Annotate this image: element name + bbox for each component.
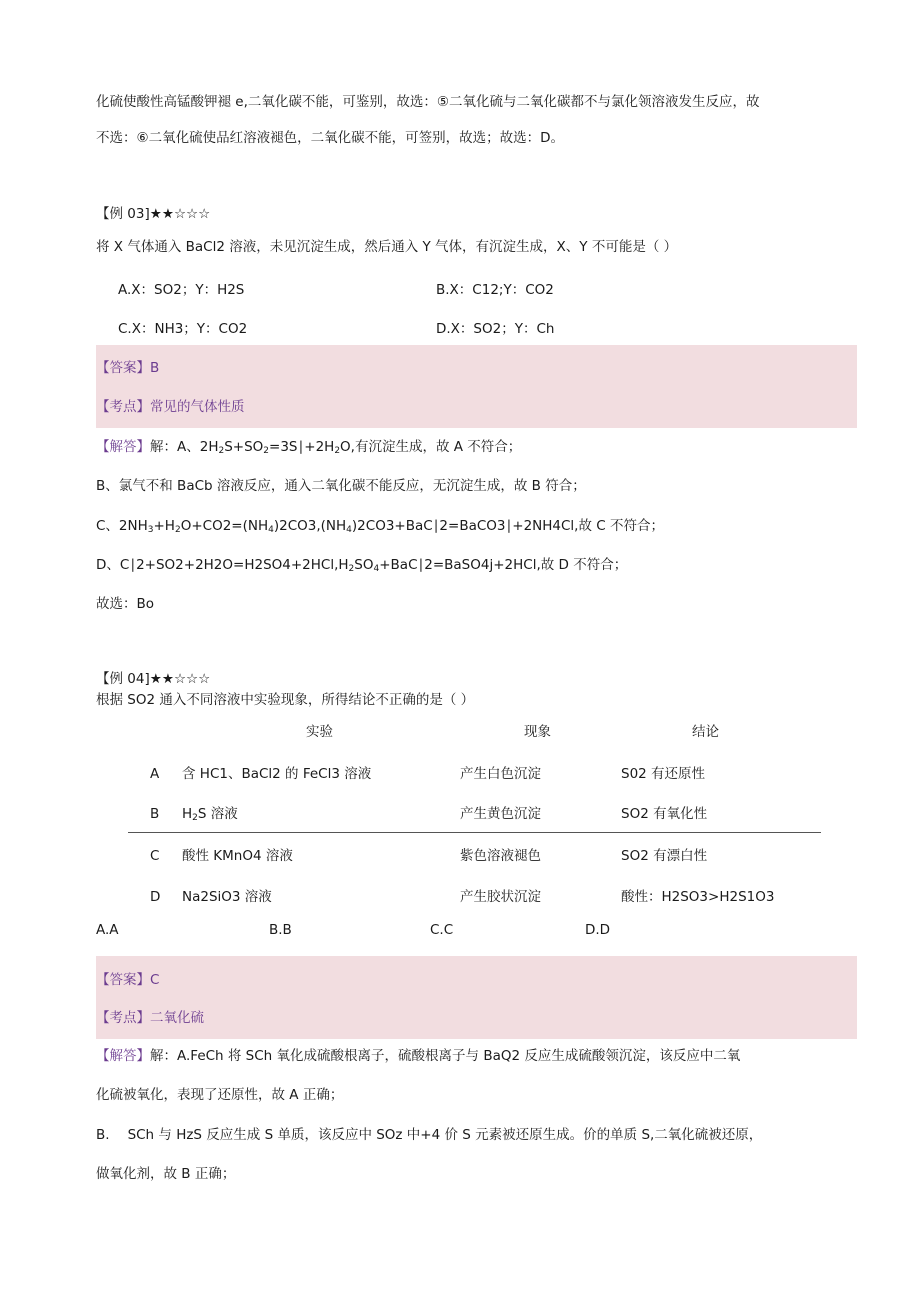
point-tag: 【考点】 bbox=[96, 1010, 150, 1026]
subscript: 4 bbox=[373, 564, 380, 574]
row-c-conclusion: SO2 有漂白性 bbox=[621, 848, 708, 864]
ex4-choice-b: B.B bbox=[269, 922, 292, 938]
row-d-conclusion: 酸性：H2SO3>H2S1O3 bbox=[621, 889, 775, 905]
subscript: 2 bbox=[348, 564, 355, 574]
row-b-label: B bbox=[150, 806, 160, 822]
sol-text: D、C∣2+SO2+2H2O=H2SO4+2HCl,H bbox=[96, 557, 349, 573]
sol-text: O+CO2=(NH bbox=[180, 518, 269, 534]
row-b-experiment bbox=[182, 804, 238, 828]
sol-text: )2CO3,(NH bbox=[273, 518, 347, 534]
table-header-phenomenon: 现象 bbox=[524, 724, 551, 740]
solution-tag: 【解答】 bbox=[96, 1048, 150, 1064]
ex4-solution-b1 bbox=[96, 1125, 762, 1145]
subscript: 2 bbox=[192, 813, 198, 823]
ex4-solution-a1 bbox=[96, 1046, 740, 1066]
table-header-experiment: 实验 bbox=[306, 724, 333, 740]
exp-text: S 溶液 bbox=[197, 806, 238, 822]
row-c-label: C bbox=[150, 848, 160, 864]
ex4-answer bbox=[96, 970, 159, 990]
table-divider bbox=[128, 832, 821, 833]
ex3-question: 将 X 气体通入 BaCl2 溶液，未见沉淀生成，然后通入 Y 气体，有沉淀生成，X、Y 不可能是（ ） bbox=[96, 239, 678, 255]
row-d-label: D bbox=[150, 889, 161, 905]
subscript: 2 bbox=[218, 446, 225, 456]
solution-tag: 【解答】 bbox=[96, 439, 150, 455]
ex3-solution-b: B、氯气不和 BaCb 溶液反应，通入二氧化碳不能反应，无沉淀生成，故 B 符合； bbox=[96, 478, 586, 494]
row-b-conclusion: SO2 有氧化性 bbox=[621, 806, 708, 822]
subscript: 2 bbox=[263, 446, 270, 456]
ex3-answer bbox=[96, 358, 159, 378]
sol-text: =3S∣+2H bbox=[269, 439, 335, 455]
ex4-choice-d: D.D bbox=[585, 922, 611, 938]
sol-text: )2CO3+BaC∣2=BaCO3∣+2NH4Cl,故 C 不符合； bbox=[351, 518, 664, 534]
point-value: 常见的气体性质 bbox=[150, 399, 245, 415]
row-d-experiment: Na2SiO3 溶液 bbox=[182, 889, 272, 905]
row-a-experiment: 含 HC1、BaCl2 的 FeCl3 溶液 bbox=[182, 766, 372, 782]
ex3-option-c: C.X：NH3；Y：CO2 bbox=[118, 321, 248, 337]
sol-text: S+SO bbox=[224, 439, 264, 455]
ex4-choice-c: C.C bbox=[430, 922, 454, 938]
sol-text: +H bbox=[153, 518, 175, 534]
answer-value: B bbox=[150, 360, 160, 376]
ex4-answer-band bbox=[96, 956, 857, 1039]
answer-value: C bbox=[150, 972, 160, 988]
ex4-solution-a2: 化硫被氧化，表现了还原性，故 A 正确； bbox=[96, 1087, 344, 1103]
row-a-phenomenon: 产生白色沉淀 bbox=[460, 766, 541, 782]
ex3-option-d: D.X：SO2；Y：Ch bbox=[436, 321, 555, 337]
subscript: 4 bbox=[346, 525, 352, 535]
row-d-phenomenon: 产生胶状沉淀 bbox=[460, 889, 541, 905]
ex4-header: 【例 04]★★☆☆☆ bbox=[96, 671, 211, 687]
answer-tag: 【答案】 bbox=[96, 360, 150, 376]
point-tag: 【考点】 bbox=[96, 399, 150, 415]
sol-text: SCh 与 HzS 反应生成 S 单质，该反应中 SOz 中+4 价 S 元素被还原生成。价的单质 S,二氧化硫被还原， bbox=[127, 1127, 763, 1143]
sol-text: 解：A.FeCh 将 SCh 氧化成硫酸根离子，硫酸根离子与 BaQ2 反应生成硫酸领沉淀，该反应中二氧 bbox=[150, 1048, 741, 1064]
ex3-conclusion: 故选：Bo bbox=[96, 596, 155, 612]
intro-line-1: 化硫使酸性高锰酸钾褪 e,二氧化碳不能，可鉴别，故选：⑤二氧化硫与二氧化碳都不与氯化领溶液发生反应，故 bbox=[96, 94, 760, 110]
row-b-phenomenon: 产生黄色沉淀 bbox=[460, 806, 541, 822]
intro-line-2: 不选：⑥二氧化硫使品红溶液褪色，二氧化碳不能，可签别，故选；故选：D。 bbox=[96, 130, 564, 146]
sol-text: +BaC∣2=BaSO4j+2HCl,故 D 不符合； bbox=[379, 557, 628, 573]
exp-text: H bbox=[182, 806, 193, 822]
sol-label: B. bbox=[96, 1127, 110, 1143]
sol-text: SO bbox=[354, 557, 374, 573]
ex3-solution-d bbox=[96, 555, 627, 579]
ex3-option-a: A.X：SO2；Y：H2S bbox=[118, 282, 245, 298]
ex3-solution-c bbox=[96, 516, 664, 540]
ex3-point bbox=[96, 397, 245, 417]
ex3-option-b: B.X：C12;Y：CO2 bbox=[436, 282, 554, 298]
table-header-conclusion: 结论 bbox=[692, 724, 719, 740]
ex4-point bbox=[96, 1008, 204, 1028]
subscript: 2 bbox=[334, 446, 341, 456]
ex4-solution-b2: 做氧化剂，故 B 正确； bbox=[96, 1166, 236, 1182]
row-a-conclusion: S02 有还原性 bbox=[621, 766, 706, 782]
row-a-label: A bbox=[150, 766, 160, 782]
row-c-phenomenon: 紫色溶液褪色 bbox=[460, 848, 541, 864]
row-c-experiment: 酸性 KMnO4 溶液 bbox=[182, 848, 293, 864]
sol-text: C、2NH bbox=[96, 518, 148, 534]
sol-text: 解：A、2H bbox=[150, 439, 219, 455]
ex4-question: 根据 SO2 通入不同溶液中实验现象，所得结论不正确的是（ ） bbox=[96, 692, 475, 708]
ex3-header: 【例 03]★★☆☆☆ bbox=[96, 206, 211, 222]
ex3-solution-a bbox=[96, 437, 521, 461]
point-value: 二氧化硫 bbox=[150, 1010, 204, 1026]
subscript: 4 bbox=[268, 525, 274, 535]
subscript: 2 bbox=[174, 525, 181, 535]
ex4-choice-a: A.A bbox=[96, 922, 119, 938]
answer-tag: 【答案】 bbox=[96, 972, 150, 988]
subscript: 3 bbox=[147, 525, 154, 535]
sol-text: O,有沉淀生成，故 A 不符合； bbox=[340, 439, 522, 455]
